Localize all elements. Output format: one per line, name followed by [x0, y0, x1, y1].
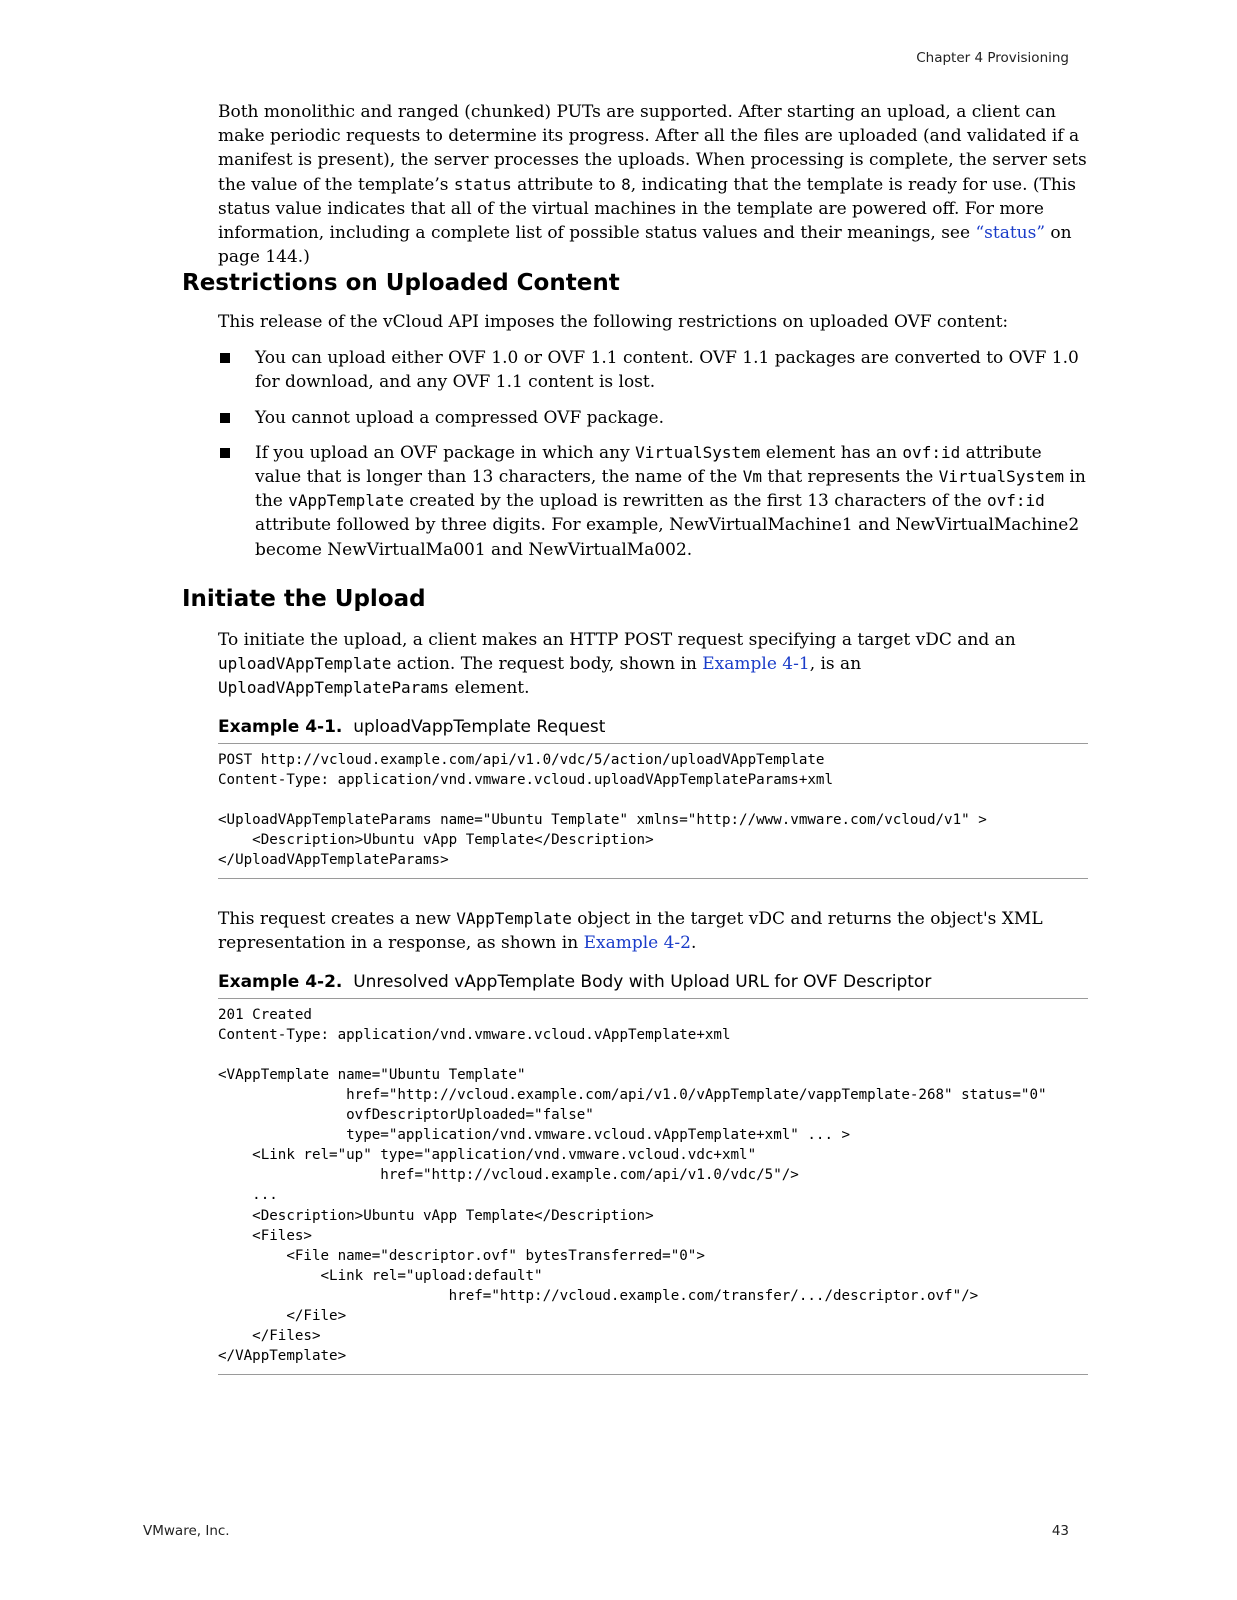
text: on page 144.)	[218, 223, 1072, 268]
bullet-icon	[220, 353, 230, 363]
text: If you upload an OVF package in which any	[255, 442, 636, 463]
text: attribute value that is longer than 13 characters, the name of the	[255, 442, 1042, 488]
text: action. The request body, shown in	[391, 654, 703, 675]
text: This request creates a new	[218, 909, 457, 930]
page-number: 43	[1051, 1523, 1069, 1539]
code-inline: vAppTemplate	[288, 491, 404, 511]
example-4-1-code: POST http://vcloud.example.com/api/v1.0/vdc/5/action/uploadVAppTemplate Content-Type: application/vnd.vmware.vcloud.uploadVAppTemplateParams+xml <UploadVAppTemplateParams name="Ubuntu Template" xmlns="http://www.vmware.com/vcloud/v1" > <Description>Ubuntu vApp Template</Description> </UploadVAppTemplateParams>	[218, 743, 1088, 880]
code-8: 8	[621, 174, 631, 194]
bullet-icon	[220, 413, 230, 423]
code-inline: ovf:id	[902, 442, 961, 462]
section-heading-restrictions: Restrictions on Uploaded Content	[182, 270, 620, 296]
bullet-icon	[220, 448, 230, 458]
code-inline: VAppTemplate	[456, 909, 572, 929]
code-inline: uploadVAppTemplate	[218, 654, 392, 674]
list-item	[218, 441, 1088, 562]
example-4-2-code: 201 Created Content-Type: application/vnd.vmware.vcloud.vAppTemplate+xml <VAppTemplate name="Ubuntu Template" href="http://vcloud.example.com/api/v1.0/vAppTemplate/vappTemplate-268" status="0" ovfDescriptorUploaded="false" type="application/vnd.vmware.vcloud.vAppTemplate+xml" ... > <Link rel="up" type="application/vnd.vmware.vcloud.vdc+xml" href="http://vcloud.example.com/api/v1.0/vdc/5"/> ... <Description>Ubuntu vApp Template</Description> <Files> <File name="descriptor.ovf" bytesTransferred="0"> <Link rel="upload:default" href="http://vcloud.example.com/transfer/.../descriptor.ovf"/> </File> </Files> </VAppTemplate>	[218, 998, 1088, 1376]
example-label: Example 4-2.	[218, 971, 343, 992]
text: created by the upload is rewritten as the first 13 characters of the	[403, 491, 987, 512]
text: object in the target vDC and returns the object's XML representation in a response, as shown in	[218, 909, 1043, 954]
section-heading-initiate-upload: Initiate the Upload	[182, 586, 426, 612]
example-4-1-title	[218, 717, 1088, 737]
restrictions-intro: This release of the vCloud API imposes the following restrictions on uploaded OVF content:	[218, 312, 1009, 332]
request-paragraph	[218, 907, 1088, 955]
text: , is an	[809, 654, 862, 675]
text: attribute followed by three digits. For example, NewVirtualMachine1 and NewVirtualMachine2 become NewVirtualMa001 and NewVirtualMa002.	[255, 515, 1080, 560]
example-4-2-link[interactable]: Example 4-2	[583, 933, 691, 954]
example-caption: uploadVappTemplate Request	[353, 716, 606, 737]
text: that represents the	[762, 467, 939, 488]
text: in the	[255, 467, 1086, 512]
restrictions-section	[218, 310, 1088, 562]
initiate-paragraph	[218, 628, 1088, 701]
footer-company: VMware, Inc.	[143, 1523, 230, 1539]
text: You can upload either OVF 1.0 or OVF 1.1 content. OVF 1.1 packages are converted to OVF 1.0 for download, and any OVF 1.1 content is lost.	[255, 348, 1079, 393]
code-inline: ovf:id	[986, 491, 1045, 511]
intro-section	[218, 100, 1088, 269]
list-item	[218, 406, 1088, 430]
initiate-upload-section	[218, 628, 1088, 1375]
example-caption: Unresolved vAppTemplate Body with Upload URL for OVF Descriptor	[353, 971, 932, 992]
list-item	[218, 346, 1088, 394]
code-inline: Vm	[742, 467, 762, 487]
text: You cannot upload a compressed OVF package.	[255, 407, 664, 428]
running-header: Chapter 4 Provisioning	[916, 50, 1069, 66]
text: element.	[449, 678, 530, 699]
text: element has an	[760, 442, 903, 463]
text: To initiate the upload, a client makes an HTTP POST request specifying a target vDC and an	[218, 630, 1016, 650]
code-inline: VirtualSystem	[938, 467, 1064, 487]
text: attribute to	[511, 174, 622, 195]
code-inline: VirtualSystem	[635, 442, 761, 462]
example-4-1-link[interactable]: Example 4-1	[702, 654, 810, 675]
text: Both monolithic and ranged (chunked) PUTs are supported. After starting an upload, a client can make periodic requests to determine its progress. After all the files are uploaded (and validated if a manifest is present), the server processes the uploads. When processing is complete, the server sets the value of the template’s	[218, 102, 1087, 195]
restrictions-list	[218, 346, 1088, 562]
status-link[interactable]: “status”	[975, 223, 1046, 244]
intro-paragraph	[218, 100, 1088, 269]
example-4-2-title	[218, 972, 1088, 992]
code-status: status	[453, 174, 512, 194]
example-label: Example 4-1.	[218, 716, 343, 737]
text: .	[691, 933, 697, 954]
text: , indicating that the template is ready for use. (This status value indicates that all of the virtual machines in the template are powered off. For more information, including a complete list of possible status values and their meanings, see	[218, 174, 1077, 244]
code-inline: UploadVAppTemplateParams	[218, 678, 450, 698]
